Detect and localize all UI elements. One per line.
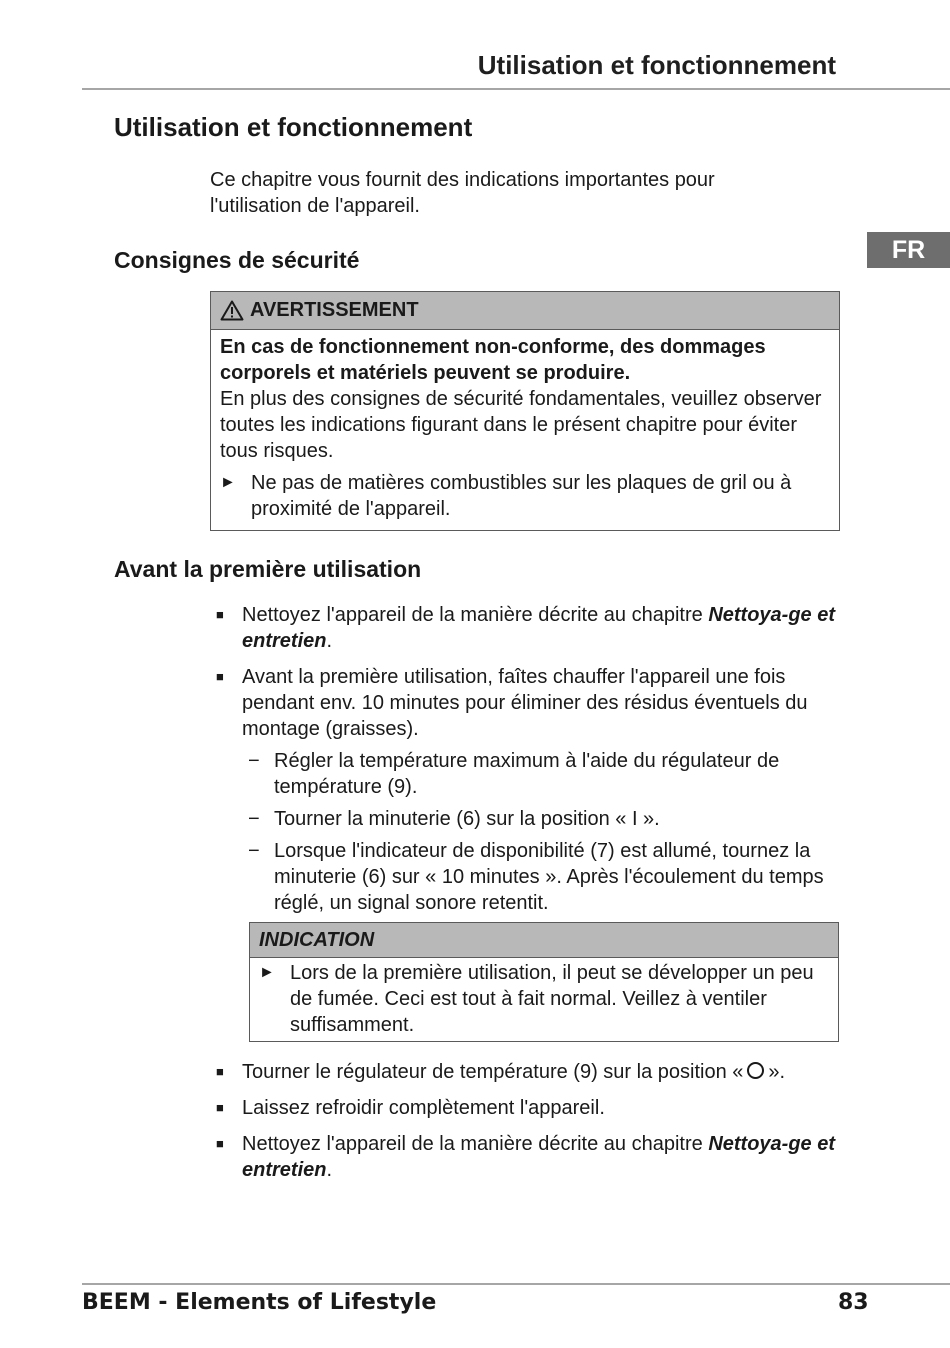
list-item-text: Nettoyez l'appareil de la manière décrite au chapitre: [242, 604, 709, 626]
warning-body: [211, 330, 839, 522]
note-box: [249, 922, 839, 1042]
list-item: [216, 602, 836, 654]
warning-label: AVERTISSEMENT: [250, 299, 419, 321]
warning-list-item: [220, 470, 830, 522]
sub-item-text: Régler la température maximum à l'aide du régulateur de température (9).: [274, 750, 780, 798]
list-item-text: Nettoyez l'appareil de la manière décrite au chapitre: [242, 1133, 709, 1155]
sub-list-item: [248, 806, 836, 832]
square-bullet-icon: ■: [216, 669, 224, 684]
section-title: Utilisation et fonctionnement: [114, 112, 473, 142]
arrow-icon: ►: [259, 964, 275, 981]
list-item: [216, 1131, 836, 1183]
page-number: 83: [838, 1290, 869, 1315]
square-bullet-icon: ■: [216, 607, 224, 622]
square-bullet-icon: ■: [216, 1064, 224, 1079]
warning-bold-text: En cas de fonctionnement non-conforme, des dommages corporels et matériels peuvent se produire.: [220, 336, 766, 384]
sub-item-text: Tourner la minuterie (6) sur la position « I ».: [274, 808, 660, 830]
safety-heading: Consignes de sécurité: [114, 247, 360, 273]
first-use-list-continued: [216, 1059, 836, 1193]
first-use-heading: Avant la première utilisation: [114, 556, 422, 582]
warning-item-text: Ne pas de matières combustibles sur les plaques de gril ou à proximité de l'appareil.: [251, 472, 792, 520]
list-item: [216, 1095, 836, 1121]
language-tab: FR: [867, 232, 950, 268]
intro-text: Ce chapitre vous fournit des indications importantes pour l'utilisation de l'appareil.: [210, 169, 715, 217]
chapter-reference: Nettoya-ge et entretien: [242, 1133, 836, 1181]
footer-divider: [82, 1283, 950, 1285]
sub-list-item: [248, 838, 836, 916]
list-item-text: Tourner le régulateur de température (9) sur la position «: [242, 1061, 744, 1083]
dash-icon: −: [248, 808, 260, 830]
note-list-item: [259, 960, 829, 1038]
square-bullet-icon: ■: [216, 1136, 224, 1151]
warning-header: [211, 292, 839, 330]
circle-off-symbol-icon: [747, 1062, 764, 1079]
list-item-text: Laissez refroidir complètement l'appareil.: [242, 1097, 605, 1119]
list-item: [216, 664, 836, 742]
note-body: [250, 958, 838, 1038]
dash-icon: −: [248, 840, 260, 862]
footer-brand: BEEM - Elements of Lifestyle: [82, 1290, 437, 1315]
warning-triangle-icon: [220, 300, 244, 321]
first-use-list: [216, 602, 836, 922]
note-text: Lors de la première utilisation, il peut se développer un peu de fumée. Ceci est tout à fait normal. Veillez à ventiler suffisamment.: [290, 962, 814, 1036]
square-bullet-icon: ■: [216, 1100, 224, 1115]
warning-box: [210, 291, 840, 531]
sub-list: [248, 748, 836, 916]
note-label: INDICATION: [250, 923, 838, 958]
sub-item-text: Lorsque l'indicateur de disponibilité (7) est allumé, tournez la minuterie (6) sur « 10 minutes ». Après l'écoulement du temps réglé, un signal sonore retentit.: [274, 840, 824, 914]
list-item-text: Avant la première utilisation, faîtes chauffer l'appareil une fois pendant env. 10 minutes pour éliminer des résidus éventuels du montage (graisses).: [242, 666, 808, 740]
chapter-reference: Nettoya-ge et entretien: [242, 604, 836, 652]
dash-icon: −: [248, 750, 260, 772]
list-item-suffix: .: [326, 1159, 333, 1181]
sub-list-item: [248, 748, 836, 800]
list-item-suffix: ».: [768, 1061, 786, 1083]
arrow-icon: ►: [220, 474, 236, 491]
header-divider: [82, 88, 950, 90]
warning-text: En plus des consignes de sécurité fondamentales, veuillez observer toutes les indications figurant dans le présent chapitre pour éviter tous risques.: [220, 388, 822, 462]
list-item-suffix: .: [326, 630, 333, 652]
list-item: [216, 1059, 836, 1085]
header-title: Utilisation et fonctionnement: [477, 50, 836, 80]
